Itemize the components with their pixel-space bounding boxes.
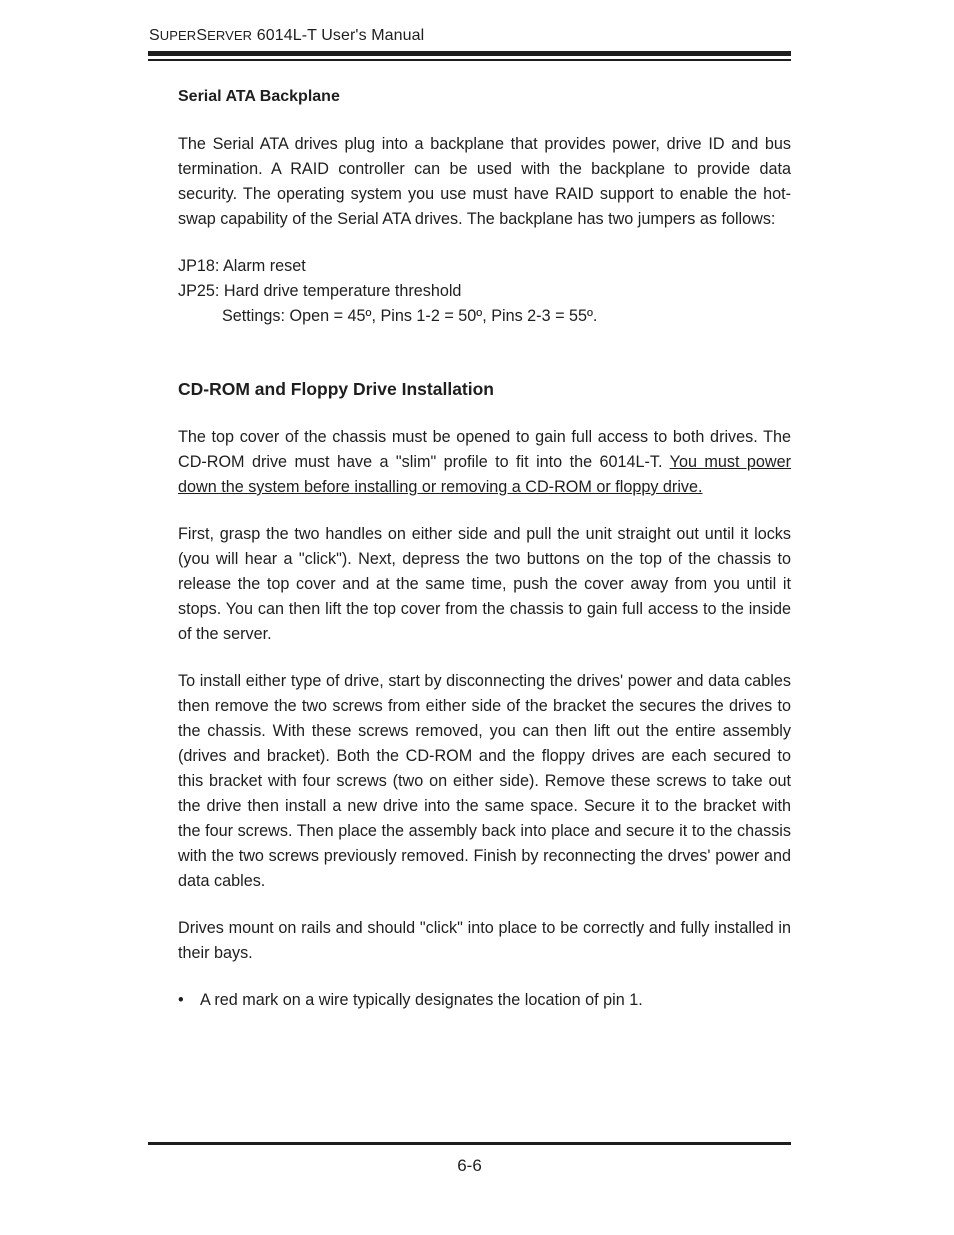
footer-rule [148, 1142, 791, 1145]
cdrom-p1-warning: You must power down the system before installing or removing a CD-ROM or floppy drive. [178, 453, 791, 496]
header-uper: UPER [159, 28, 197, 43]
page-body [178, 84, 791, 1013]
header-s1: S [149, 27, 160, 44]
bullet-item [178, 988, 791, 1013]
sata-heading: Serial ATA Backplane [178, 88, 340, 105]
cdrom-heading: CD-ROM and Floppy Drive Installation [178, 379, 494, 399]
header-rule-thick [148, 51, 791, 56]
jp18-line: JP18: Alarm reset [178, 257, 306, 275]
cdrom-p1-text: The top cover of the chassis must be opened to gain full access to both drives. The CD-ROM drive must have a "slim" profile to fit into the 6014L-T. [178, 428, 791, 471]
cdrom-paragraph-4: Drives mount on rails and should "click" into place to be correctly and fully installed in their bays. [178, 919, 791, 962]
header-rule-thin [148, 59, 791, 61]
bullet-dot: • [178, 991, 184, 1009]
header-s2: S [196, 27, 208, 44]
header-erver: ERVER [207, 28, 253, 43]
cdrom-paragraph-1 [178, 425, 791, 500]
running-header [149, 27, 424, 45]
bullet-text: A red mark on a wire typically designates the location of pin 1. [200, 991, 643, 1009]
cdrom-paragraph-2: First, grasp the two handles on either side and pull the unit straight out until it locks (you will hear a "click"). Next, depress the two buttons on the top of the chassis to release the top cover and at the same time, push the cover away from you until it stops. You can then lift the top cover from the chassis to gain full access to the inside of the server. [178, 525, 791, 643]
cdrom-paragraph-3: To install either type of drive, start by disconnecting the drives' power and data cables then remove the two screws from either side of the bracket the secures the drives to the chassis. With these screws removed, you can then lift out the entire assembly (drives and bracket). Both the CD-ROM and the floppy drives are each secured to this bracket with four screws (two on either side). Remove these screws to take out the drive then install a new drive into the same space. Secure it to the bracket with the four screws. Then place the assembly back into place and secure it to the chassis with the two screws previously removed. Finish by reconnecting the drves' power and data cables. [178, 672, 791, 890]
sata-paragraph: The Serial ATA drives plug into a backplane that provides power, drive ID and bus termination. A RAID controller can be used with the backplane to provide data security. The operating system you use must have RAID support to enable the hot-swap capability of the Serial ATA drives. The backplane has two jumpers as follows: [178, 135, 791, 228]
header-rest: 6014L-T User's Manual [252, 27, 425, 44]
jp25-settings: Settings: Open = 45º, Pins 1-2 = 50º, Pins 2-3 = 55º. [222, 307, 598, 325]
jp25-line: JP25: Hard drive temperature threshold [178, 282, 462, 300]
page-number: 6-6 [457, 1156, 482, 1175]
